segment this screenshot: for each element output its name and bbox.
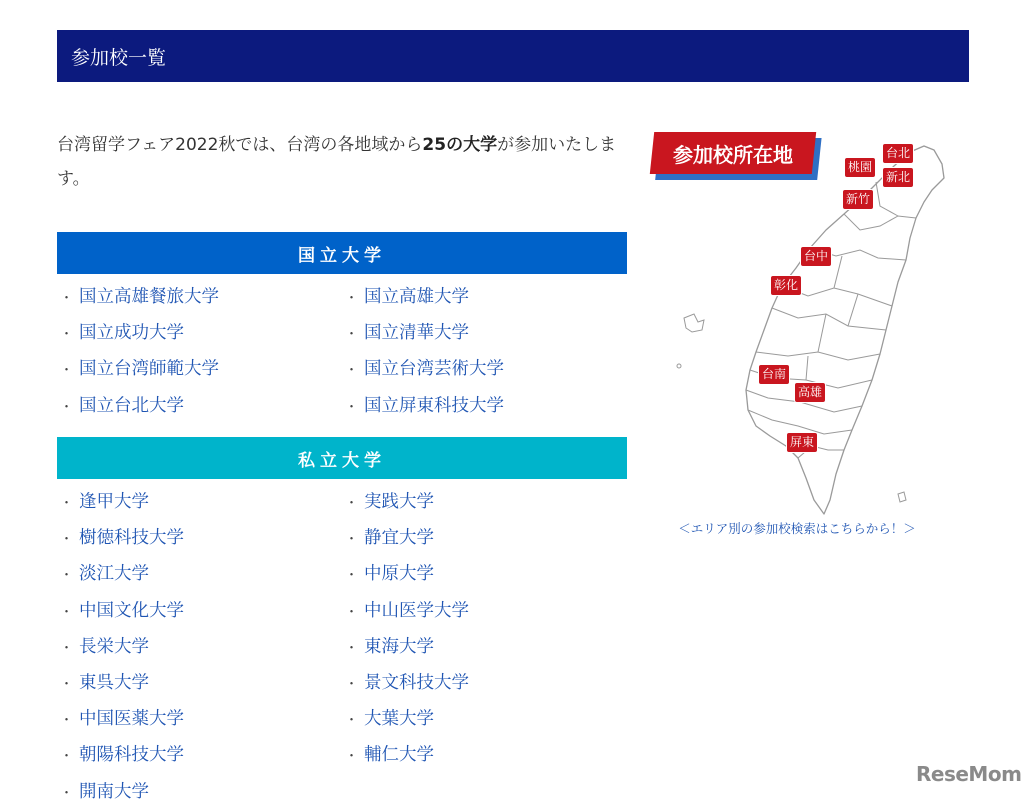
university-link[interactable]: 逢甲大学 <box>79 492 150 512</box>
university-item <box>60 666 345 702</box>
university-link[interactable]: 東呉大学 <box>79 673 150 694</box>
city-label-taipei: 台北 <box>882 143 914 164</box>
university-item <box>60 738 345 774</box>
university-item <box>60 316 345 352</box>
bullet-separator: ・ <box>345 399 359 415</box>
university-link[interactable]: 朝陽科技大学 <box>79 745 185 766</box>
university-link[interactable]: 中山医学大学 <box>364 600 470 621</box>
university-item <box>345 666 630 702</box>
bullet-separator: ・ <box>60 399 74 415</box>
intro-paragraph <box>57 128 629 196</box>
bullet-separator: ・ <box>60 749 74 765</box>
logo-text: ReseMom <box>916 762 1022 786</box>
university-link[interactable]: 長栄大学 <box>79 636 150 657</box>
university-link[interactable]: 中原大学 <box>364 564 435 585</box>
bullet-separator: ・ <box>345 291 359 306</box>
university-item <box>60 521 345 557</box>
university-item <box>345 280 630 316</box>
bullet-separator: ・ <box>345 713 359 729</box>
private-heading-band <box>57 437 627 479</box>
university-item <box>60 630 345 666</box>
university-item <box>345 702 630 738</box>
map-title: 参加校所在地 <box>673 142 793 167</box>
section-title: 参加校一覧 <box>71 46 167 69</box>
intro-text-before: 台湾留学フェア2022秋では、台湾の各地域から <box>57 135 423 155</box>
bullet-separator: ・ <box>60 568 74 584</box>
university-link[interactable]: 中国医薬大学 <box>79 709 185 730</box>
university-link[interactable]: 東海大学 <box>364 636 435 657</box>
university-item <box>345 521 630 557</box>
national-university-list <box>60 280 630 425</box>
university-link[interactable]: 国立高雄大学 <box>364 287 470 307</box>
university-link[interactable]: 国立台北大学 <box>79 395 185 416</box>
private-heading: 私立大学 <box>298 450 386 471</box>
intro-text-bold: 25の大学 <box>422 135 498 155</box>
bullet-separator: ・ <box>345 604 359 620</box>
city-label-hsinchu: 新竹 <box>842 189 874 210</box>
university-link[interactable]: 中国文化大学 <box>79 600 185 621</box>
bullet-separator: ・ <box>345 327 359 343</box>
university-item <box>60 485 345 521</box>
city-label-taichung: 台中 <box>800 246 832 267</box>
university-item <box>345 316 630 352</box>
city-label-new-taipei: 新北 <box>882 167 914 188</box>
city-label-tainan: 台南 <box>758 364 790 385</box>
university-link[interactable]: 静宜大学 <box>364 528 435 549</box>
university-link[interactable]: 国立高雄餐旅大学 <box>79 287 220 307</box>
university-link[interactable]: 景文科技大学 <box>364 673 470 694</box>
university-link[interactable]: 大葉大学 <box>364 709 435 730</box>
bullet-separator: ・ <box>60 363 74 379</box>
university-link[interactable]: 開南大学 <box>79 781 150 802</box>
bullet-separator: ・ <box>345 568 359 584</box>
university-item <box>60 775 345 811</box>
section-header <box>57 30 969 82</box>
university-item <box>60 352 345 388</box>
university-item <box>345 352 630 388</box>
bullet-separator: ・ <box>60 496 74 511</box>
bullet-separator: ・ <box>345 532 359 548</box>
university-link[interactable]: 国立屏東科技大学 <box>364 395 505 416</box>
university-link[interactable]: 輔仁大学 <box>364 745 435 766</box>
bullet-separator: ・ <box>60 327 74 343</box>
private-university-list <box>60 485 630 811</box>
map-title-badge <box>650 132 816 174</box>
university-item <box>345 557 630 593</box>
resemom-logo <box>916 762 1021 786</box>
university-link[interactable]: 国立台湾師範大学 <box>79 359 220 380</box>
area-search-link[interactable]: ＜エリア別の参加校検索はこちらから！＞ <box>678 521 916 536</box>
university-link[interactable]: 国立清華大学 <box>364 323 470 344</box>
bullet-separator: ・ <box>60 291 74 306</box>
university-item <box>60 557 345 593</box>
bullet-separator: ・ <box>60 713 74 729</box>
taiwan-map[interactable] <box>648 130 948 520</box>
bullet-separator: ・ <box>60 532 74 548</box>
university-item <box>60 280 345 316</box>
university-link[interactable]: 国立成功大学 <box>79 323 185 344</box>
bullet-separator: ・ <box>60 677 74 693</box>
university-link[interactable]: 樹徳科技大学 <box>79 528 185 549</box>
city-label-taoyuan: 桃園 <box>844 157 876 178</box>
university-item <box>60 389 345 425</box>
bullet-separator: ・ <box>60 640 74 656</box>
national-heading: 国立大学 <box>298 245 386 266</box>
university-link[interactable]: 実践大学 <box>364 492 435 512</box>
bullet-separator: ・ <box>60 604 74 620</box>
intro-text-after: が参加いたします。 <box>57 135 617 189</box>
city-label-kaohsiung: 高雄 <box>794 382 826 403</box>
bullet-separator: ・ <box>345 363 359 379</box>
university-item <box>345 389 630 425</box>
bullet-separator: ・ <box>60 785 74 801</box>
taiwan-map-outline <box>648 130 948 520</box>
city-label-pingtung: 屏東 <box>786 432 818 453</box>
university-item <box>345 630 630 666</box>
university-link[interactable]: 国立台湾芸術大学 <box>364 359 505 380</box>
university-item <box>60 594 345 630</box>
university-item <box>345 594 630 630</box>
bullet-separator: ・ <box>345 749 359 765</box>
university-item <box>60 702 345 738</box>
university-item <box>345 738 630 774</box>
national-heading-band <box>57 232 627 274</box>
city-label-changhua: 彰化 <box>770 275 802 296</box>
university-item <box>345 485 630 521</box>
bullet-separator: ・ <box>345 677 359 693</box>
bullet-separator: ・ <box>345 640 359 656</box>
bullet-separator: ・ <box>345 496 359 511</box>
university-link[interactable]: 淡江大学 <box>79 564 150 585</box>
